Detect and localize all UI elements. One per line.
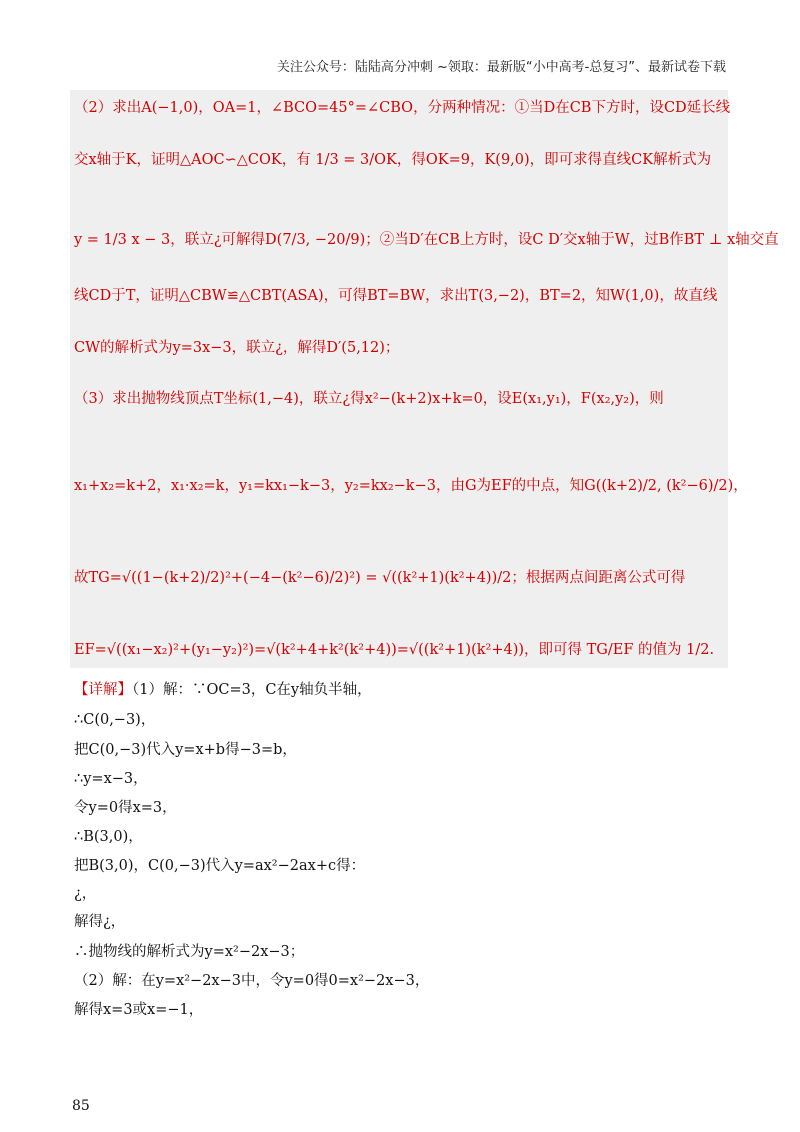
analysis-line-3: y = 1/3 x − 3，联立¿可解得D(7/3, −20/9)；②当D′在CB上方时，设C D′交x轴于W，过B作BT ⊥ x轴交直 <box>74 232 779 248</box>
detail-line-4: ∴y=x−3， <box>74 771 148 787</box>
detail-line-11: （2）解：在y=x²−2x−3中，令y=0得0=x²−2x−3， <box>74 973 430 989</box>
detail-line-3: 把C(0,−3)代入y=x+b得−3=b， <box>74 742 297 758</box>
analysis-line-1: （2）求出A(−1,0)，OA=1，∠BCO=45°=∠CBO，分两种情况：①当D在CB下方时，设CD延长线 <box>74 100 731 116</box>
analysis-line-8: 故TG=√((1−(k+2)/2)²+(−4−(k²−6)/2)²) = √((k²+1)(k²+4))/2；根据两点间距离公式可得 <box>74 570 686 586</box>
detail-label: 【详解】 <box>74 682 132 698</box>
detail-line-1 <box>74 682 372 699</box>
page-number: 85 <box>72 1098 90 1114</box>
detail-line-7: 把B(3,0)，C(0,−3)代入y=ax²−2ax+c得： <box>74 858 366 874</box>
detail-line-12: 解得x=3或x=−1， <box>74 1002 204 1018</box>
analysis-line-7: x₁+x₂=k+2，x₁·x₂=k，y₁=kx₁−k−3，y₂=kx₂−k−3，由G为EF的中点，知G((k+2)/2, (k²−6)/2)， <box>74 478 748 494</box>
page-header: 关注公众号：陆陆高分冲刺 ~领取：最新版“小中高考-总复习”、最新试卷下载 <box>276 60 726 75</box>
detail-line-5: 令y=0得x=3， <box>74 800 177 816</box>
detail-line-2: ∴C(0,−3)， <box>74 712 156 728</box>
detail-line-6: ∴B(3,0)， <box>74 829 143 845</box>
analysis-line-4: 线CD于T，证明△CBW≌△CBT(ASA)，可得BT=BW，求出T(3,−2)，BT=2，知W(1,0)，故直线 <box>74 288 718 304</box>
detail-line-10: ∴抛物线的解析式为y=x²−2x−3； <box>74 944 305 960</box>
analysis-line-6: （3）求出抛物线顶点T坐标(1,−4)，联立¿得x²−(k+2)x+k=0，设E(x₁,y₁)，F(x₂,y₂)，则 <box>74 391 664 407</box>
analysis-line-5: CW的解析式为y=3x−3，联立¿，解得D′(5,12)； <box>74 340 400 356</box>
detail-line-1-rest: （1）解：∵OC=3，C在y轴负半轴， <box>132 682 372 698</box>
detail-line-9: 解得¿， <box>74 914 126 930</box>
analysis-line-2: 交x轴于K，证明△AOC∽△COK，有 1/3 = 3/OK，得OK=9，K(9,0)，即可求得直线CK解析式为 <box>74 152 712 168</box>
analysis-line-9: EF=√((x₁−x₂)²+(y₁−y₂)²)=√(k²+4+k²(k²+4))=√((k²+1)(k²+4))，即可得 TG/EF 的值为 1/2. <box>74 642 715 658</box>
detail-line-8: ¿， <box>74 886 97 902</box>
